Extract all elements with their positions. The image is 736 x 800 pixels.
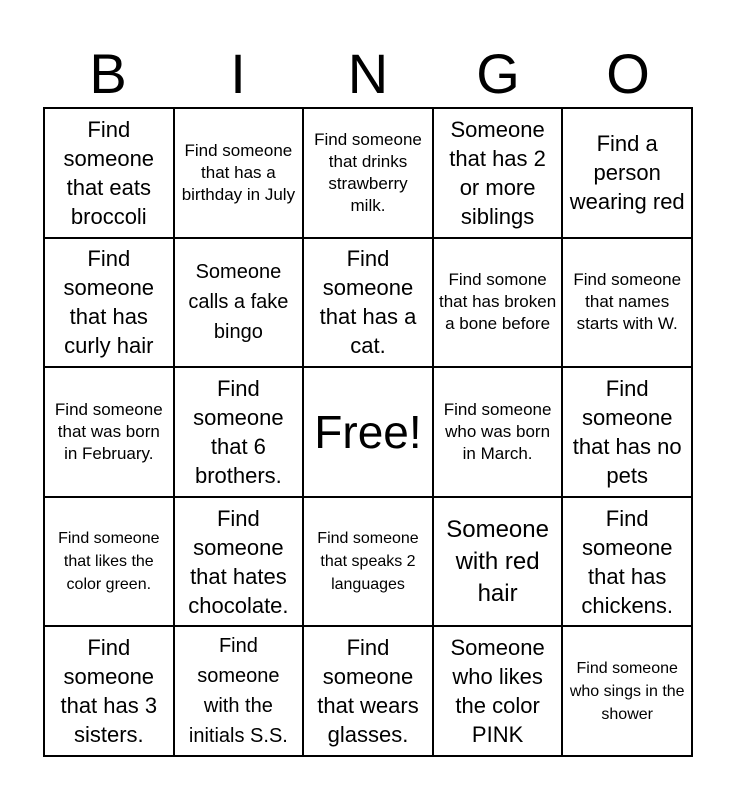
header-letter-i: I (230, 42, 246, 105)
bingo-cell-text: Find someone that wears glasses. (317, 635, 419, 748)
bingo-cell[interactable] (433, 238, 563, 368)
bingo-cell-text: Find someone that has no pets (572, 375, 682, 488)
bingo-cell[interactable] (174, 108, 304, 238)
bingo-cell[interactable] (174, 238, 304, 368)
bingo-cell[interactable] (44, 497, 174, 627)
bingo-cell-text: Find someone that has a cat. (319, 246, 417, 359)
bingo-cell-text: Someone calls a fake bingo (188, 261, 289, 344)
bingo-cell[interactable] (303, 108, 433, 238)
bingo-cell-text: Find someone who was born in March. (443, 399, 552, 463)
bingo-cell-text: Find somone that has broken a bone before (438, 270, 557, 334)
bingo-cell[interactable] (433, 626, 563, 756)
header-letter-g: G (476, 42, 520, 105)
bingo-cell[interactable] (174, 626, 304, 756)
bingo-cell[interactable] (433, 108, 563, 238)
free-space-cell[interactable] (303, 367, 433, 497)
header-letter-o: O (606, 42, 650, 105)
bingo-cell[interactable] (44, 108, 174, 238)
bingo-cell[interactable] (174, 367, 304, 497)
free-space-text: Free! (314, 405, 422, 458)
bingo-cell[interactable] (44, 626, 174, 756)
header-letter-n: N (347, 42, 389, 105)
bingo-cell-text: Someone who likes the color PINK (450, 635, 545, 748)
bingo-cell[interactable] (433, 497, 563, 627)
bingo-cell-text: Find someone that has curly hair (63, 246, 155, 359)
bingo-cell[interactable] (562, 367, 692, 497)
header-letter-b: B (89, 42, 127, 105)
bingo-cell[interactable] (44, 367, 174, 497)
bingo-cell-text: Find someone that hates chocolate. (188, 505, 289, 618)
bingo-cell-text: Find someone that has a birthday in July (181, 140, 296, 204)
bingo-cell-text: Find someone with the initials S.S. (188, 635, 288, 748)
bingo-cell-text: Find someone that eats broccoli (63, 116, 155, 229)
bingo-cell[interactable] (303, 626, 433, 756)
bingo-cell-text: Find someone that likes the color green. (58, 530, 160, 594)
bingo-cell[interactable] (174, 497, 304, 627)
bingo-cell-text: Someone with red hair (446, 515, 549, 607)
bingo-cell[interactable] (433, 367, 563, 497)
bingo-cell[interactable] (562, 497, 692, 627)
bingo-cell-text: Find someone that names starts with W. (573, 270, 682, 334)
bingo-cell[interactable] (562, 108, 692, 238)
bingo-cell-text: Find someone that has chickens. (581, 505, 674, 618)
bingo-cell[interactable] (303, 238, 433, 368)
bingo-cell-text: Find someone that was born in February. (54, 399, 163, 463)
bingo-cell[interactable] (562, 238, 692, 368)
bingo-cell[interactable] (44, 238, 174, 368)
bingo-header (43, 40, 693, 108)
bingo-cell-text: Find someone that 6 brothers. (193, 375, 284, 488)
bingo-cell-text: Find someone that drinks strawberry milk. (314, 129, 422, 215)
bingo-cell[interactable] (303, 497, 433, 627)
bingo-cell-text: Someone that has 2 or more siblings (449, 116, 546, 229)
bingo-card-grid (43, 107, 693, 757)
bingo-cell-text: Find someone that speaks 2 languages (317, 530, 419, 594)
bingo-cell-text: Find someone who sings in the shower (569, 659, 685, 723)
bingo-cell-text: Find someone that has 3 sisters. (60, 635, 158, 748)
bingo-cell[interactable] (562, 626, 692, 756)
bingo-cell-text: Find a person wearing red (569, 131, 685, 215)
